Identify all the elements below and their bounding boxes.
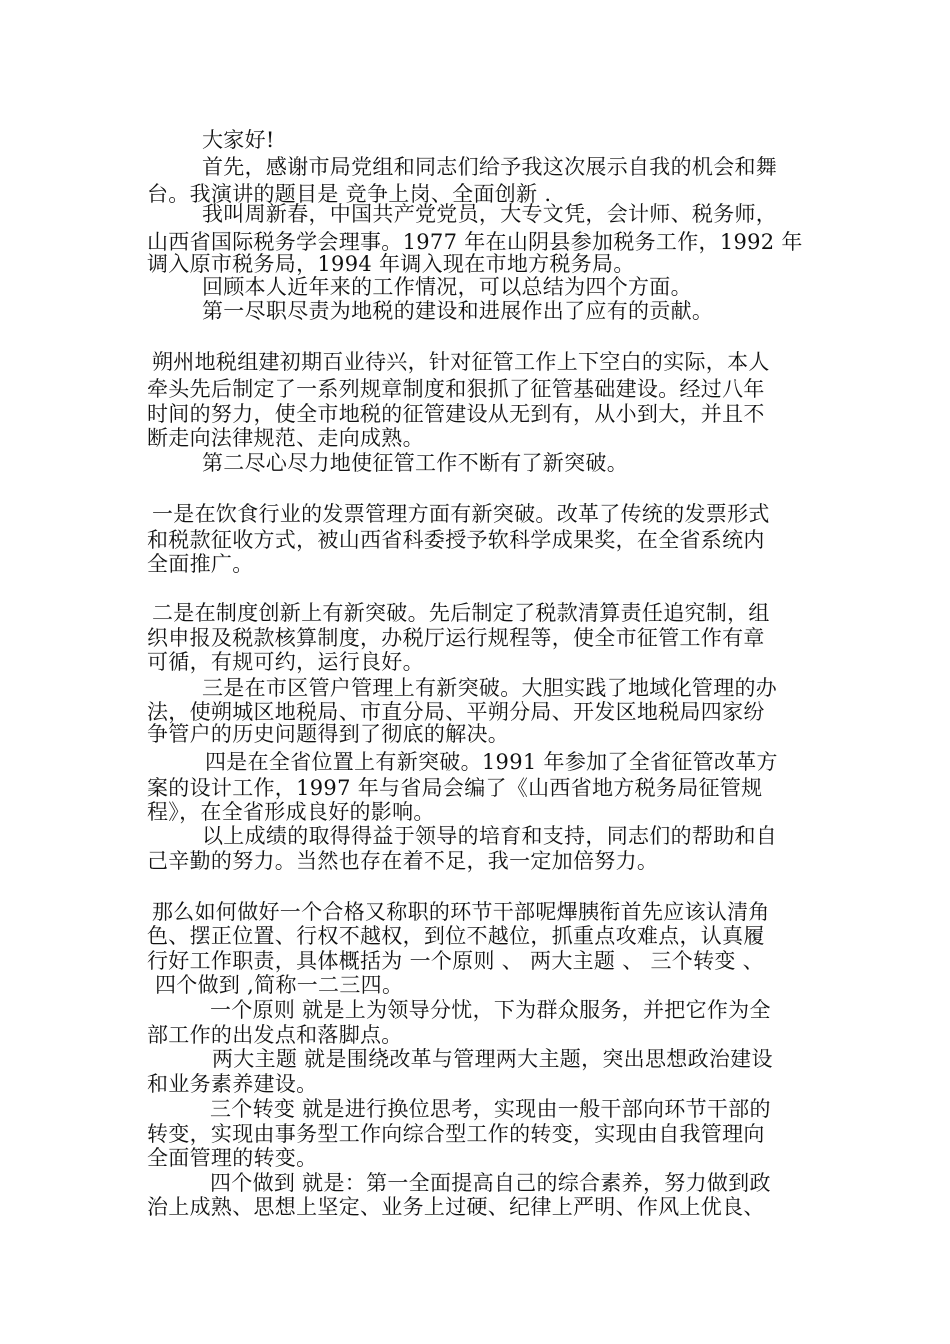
text-line: 织申报及税款核算制度，办税厅运行规程等，使全市征管工作有章 <box>147 626 765 650</box>
text-line: 争管户的历史问题得到了彻底的解决。 <box>147 722 510 746</box>
text-line: 四个做到 ,简称一二三四。 <box>155 973 404 997</box>
text-line: 转变，实现由事务型工作向综合型工作的转变，实现由自我管理向 <box>147 1122 765 1146</box>
text-line: 三个转变 就是进行换位思考，实现由一般干部向环节干部的 <box>210 1097 771 1121</box>
text-line: 牵头先后制定了一系列规章制度和狠抓了征管基础建设。经过八年 <box>147 377 765 401</box>
text-line: 四个做到 就是：第一全面提高自己的综合素养，努力做到政 <box>210 1171 771 1195</box>
text-line: 断走向法律规范、走向成熟。 <box>147 426 424 450</box>
text-line: 三是在市区管户管理上有新突破。大胆实践了地域化管理的办 <box>202 676 778 700</box>
text-line: 和税款征收方式，被山西省科委授予软科学成果奖，在全省系统内 <box>147 528 765 552</box>
text-line: 大家好! <box>202 128 275 152</box>
text-line: 全面推广。 <box>147 552 254 576</box>
text-line: 第一尽职尽责为地税的建设和进展作出了应有的贡献。 <box>202 299 714 323</box>
text-line: 以上成绩的取得得益于领导的培育和支持，同志们的帮助和自 <box>202 824 778 848</box>
text-line: 那么如何做好一个合格又称职的环节干部呢熚胰衔首先应该认清角 <box>152 900 770 924</box>
text-line: 时间的努力，使全市地税的征管建设从无到有，从小到大，并且不 <box>147 402 765 426</box>
text-line: 二是在制度创新上有新突破。先后制定了税款清算责任追究制，组 <box>152 601 770 625</box>
text-line: 调入原市税务局，1994 年调入现在市地方税务局。 <box>147 252 635 276</box>
text-line: 色、摆正位置、行权不越权，到位不越位，抓重点攻难点，认真履 <box>147 924 765 948</box>
text-line: 案的设计工作，1997 年与省局会编了《山西省地方税务局征管规 <box>147 776 763 800</box>
text-line: 己辛勤的努力。当然也存在着不足，我一定加倍努力。 <box>147 849 659 873</box>
text-line: 回顾本人近年来的工作情况，可以总结为四个方面。 <box>202 275 692 299</box>
text-line: 可循，有规可约，运行良好。 <box>147 650 424 674</box>
text-line: 朔州地税组建初期百业待兴，针对征管工作上下空白的实际，本人 <box>152 350 770 374</box>
text-line: 四是在全省位置上有新突破。1991 年参加了全省征管改革方 <box>205 750 778 774</box>
text-line: 治上成熟、思想上坚定、业务上过硬、纪律上严明、作风上优良、 <box>147 1195 765 1219</box>
text-line: 程》，在全省形成良好的影响。 <box>147 800 435 824</box>
text-line: 部工作的出发点和落脚点。 <box>147 1023 403 1047</box>
text-line: 全面管理的转变。 <box>147 1146 318 1170</box>
text-line: 首先，感谢市局党组和同志们给予我这次展示自我的机会和舞 <box>202 155 778 179</box>
text-line: 一是在饮食行业的发票管理方面有新突破。改革了传统的发票形式 <box>152 502 770 526</box>
text-line: 一个原则 就是上为领导分忧，下为群众服务，并把它作为全 <box>210 998 771 1022</box>
text-line: 我叫周新春，中国共产党党员，大专文凭，会计师、税务师， <box>202 202 778 226</box>
text-line: 第二尽心尽力地使征管工作不断有了新突破。 <box>202 451 628 475</box>
text-line: 两大主题 就是围绕改革与管理两大主题，突出思想政治建设 <box>212 1047 773 1071</box>
text-line: 行好工作职责，具体概括为 一个原则 、 两大主题 、 三个转变 、 <box>147 949 764 973</box>
text-line: 台。我演讲的题目是 竞争上岗、全面创新 . <box>147 182 552 206</box>
text-line: 山西省国际税务学会理事。1977 年在山阴县参加税务工作，1992 年 <box>147 230 803 254</box>
text-line: 法，使朔城区地税局、市直分局、平朔分局、开发区地税局四家纷 <box>147 700 765 724</box>
text-line: 和业务素养建设。 <box>147 1072 318 1096</box>
